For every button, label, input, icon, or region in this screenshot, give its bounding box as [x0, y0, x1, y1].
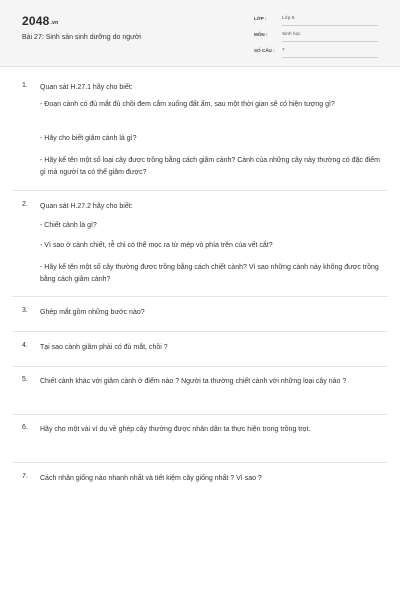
logo-tld: .vn — [50, 20, 59, 26]
divider — [12, 462, 388, 463]
question-sub-item: - Vì sao ở cành chiết, rễ chỉ có thể mọc ra từ mép vỏ phía trên của vết cắt? — [40, 242, 273, 249]
meta-label: LỚP : — [254, 16, 267, 21]
site-logo[interactable] — [22, 14, 58, 28]
worksheet-header — [0, 0, 400, 67]
question-sub-item: - Hãy cho biết giâm cành là gì? — [40, 135, 137, 142]
divider — [12, 190, 388, 191]
question-text: Quan sát H.27.2 hãy cho biết: — [40, 203, 133, 210]
question-text: Tại sao cành giâm phải có đủ mắt, chồi ? — [40, 344, 168, 351]
question-number: 5. — [22, 376, 28, 383]
question-number: 1. — [22, 82, 28, 89]
meta-row-count — [254, 46, 378, 60]
meta-value: Sinh học — [282, 32, 378, 42]
question-text: Quan sát H.27.1 hãy cho biết: — [40, 84, 133, 91]
page-title: Bài 27: Sinh sản sinh dưỡng do người — [22, 34, 141, 41]
question-number: 6. — [22, 424, 28, 431]
divider — [12, 366, 388, 367]
question-number: 4. — [22, 342, 28, 349]
question-text: Hãy cho một vài ví dụ về ghép cây thường được nhân dân ta thực hiện trong trồng trọt. — [40, 426, 311, 433]
question-number: 2. — [22, 201, 28, 208]
question-text: Chiết cành khác với giâm cành ở điểm nào ? Người ta thường chiết cành với những loại cây nào ? — [40, 378, 347, 385]
meta-row-subject — [254, 30, 378, 44]
question-number: 7. — [22, 473, 28, 480]
meta-info — [254, 14, 378, 62]
question-number: 3. — [22, 307, 28, 314]
meta-value: Lớp 6 — [282, 16, 378, 26]
logo-main: 2048 — [22, 14, 50, 28]
question-sub-item: - Đoạn cành có đủ mắt đủ chồi đem cắm xuống đất ẩm, sau một thời gian sẽ có hiện tượng gì? — [40, 101, 335, 108]
question-sub-item: - Hãy kể tên một số loại cây được trồng bằng cách giâm cành? Cành của những cây này thường có đặc điểm gì mà người ta có thể giâm được? — [40, 157, 380, 176]
divider — [12, 331, 388, 332]
meta-row-class — [254, 14, 378, 28]
divider — [12, 296, 388, 297]
meta-label: MÔN : — [254, 32, 268, 37]
question-sub-item: - Hãy kể tên một số cây thường được trồng bằng cách chiết cành? Vì sao những cành này không được trồng bằng cách giâm cành? — [40, 264, 379, 283]
question-text: Ghép mắt gồm những bước nào? — [40, 309, 145, 316]
question-text: Cách nhân giống nào nhanh nhất và tiết kiệm cây giống nhất ? Vì sao ? — [40, 475, 262, 482]
divider — [12, 414, 388, 415]
meta-value: 7 — [282, 48, 378, 58]
question-sub-item: - Chiết cành là gì? — [40, 222, 97, 229]
meta-label: SỐ CÂU : — [254, 48, 275, 53]
